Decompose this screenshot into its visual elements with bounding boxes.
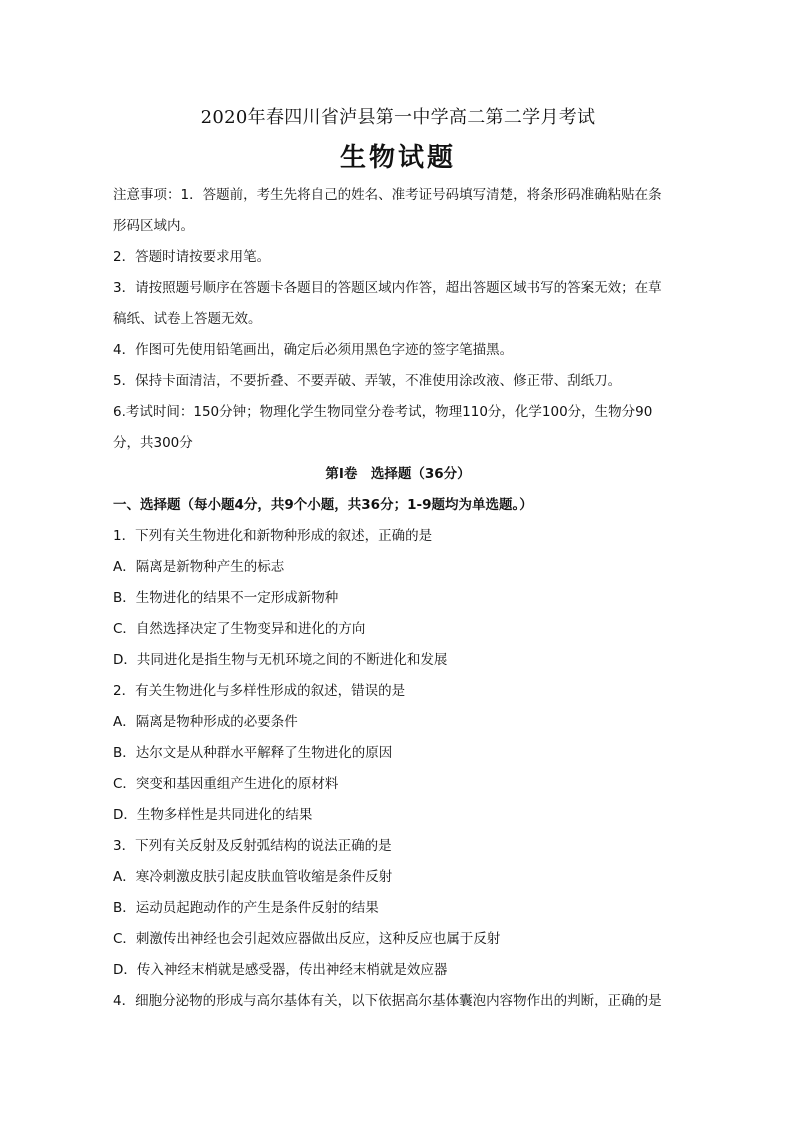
question-stem: 4．细胞分泌物的形成与高尔基体有关，以下依据高尔基体囊泡内容物作出的判断，正确的是 [113,993,662,1009]
question-option: A．隔离是新物种产生的标志 [113,559,285,575]
note-line: 4．作图可先使用铅笔画出，确定后必须用黑色字迹的签字笔描黑。 [113,342,514,358]
question-option: B．运动员起跑动作的产生是条件反射的结果 [113,900,379,916]
note-line: 稿纸、试卷上答题无效。 [113,311,262,327]
note-line: 3．请按照题号顺序在答题卡各题目的答题区域内作答，超出答题区域书写的答案无效；在草 [113,280,662,296]
question-stem: 2．有关生物进化与多样性形成的叙述，错误的是 [113,683,406,699]
note-line: 注意事项：1．答题前，考生先将自己的姓名、准考证号码填写清楚，将条形码准确粘贴在条 [113,187,662,203]
question-option: A．隔离是物种形成的必要条件 [113,714,298,730]
note-line: 分，共300分 [113,435,193,451]
question-option: C．刺激传出神经也会引起效应器做出反应，这种反应也属于反射 [113,931,501,947]
question-option: B．达尔文是从种群水平解释了生物进化的原因 [113,745,393,761]
question-1 [113,521,683,676]
question-stem: 1．下列有关生物进化和新物种形成的叙述，正确的是 [113,528,433,544]
note-line: 2．答题时请按要求用笔。 [113,249,271,265]
question-option: A．寒冷刺激皮肤引起皮肤血管收缩是条件反射 [113,869,393,885]
section-instruction: 一、选择题（每小题4分，共9个小题，共36分；1-9题均为单选题。） [113,497,533,513]
document-content [113,100,683,1017]
question-option: C．自然选择决定了生物变异和进化的方向 [113,621,366,637]
section-title: 第Ⅰ卷 选择题（36分） [325,466,471,482]
question-option: D．传入神经末梢就是感受器，传出神经末梢就是效应器 [113,962,448,978]
question-option: C．突变和基因重组产生进化的原材料 [113,776,339,792]
question-3 [113,831,683,986]
note-line: 形码区域内。 [113,218,194,234]
question-option: D．生物多样性是共同进化的结果 [113,807,313,823]
note-line: 6.考试时间：150分钟；物理化学生物同堂分卷考试，物理110分，化学100分，生物分90 [113,404,653,420]
question-4 [113,986,683,1017]
question-2 [113,676,683,831]
question-option: B．生物进化的结果不一定形成新物种 [113,590,339,606]
question-option: D．共同进化是指生物与无机环境之间的不断进化和发展 [113,652,448,668]
exam-subject: 生物试题 [339,143,456,173]
exam-notes [113,180,683,459]
question-stem: 3．下列有关反射及反射弧结构的说法正确的是 [113,838,392,854]
note-line: 5．保持卡面清洁，不要折叠、不要弄破、弄皱，不准使用涂改液、修正带、刮纸刀。 [113,373,622,389]
exam-title: 2020年春四川省泸县第一中学高二第二学月考试 [200,107,596,128]
